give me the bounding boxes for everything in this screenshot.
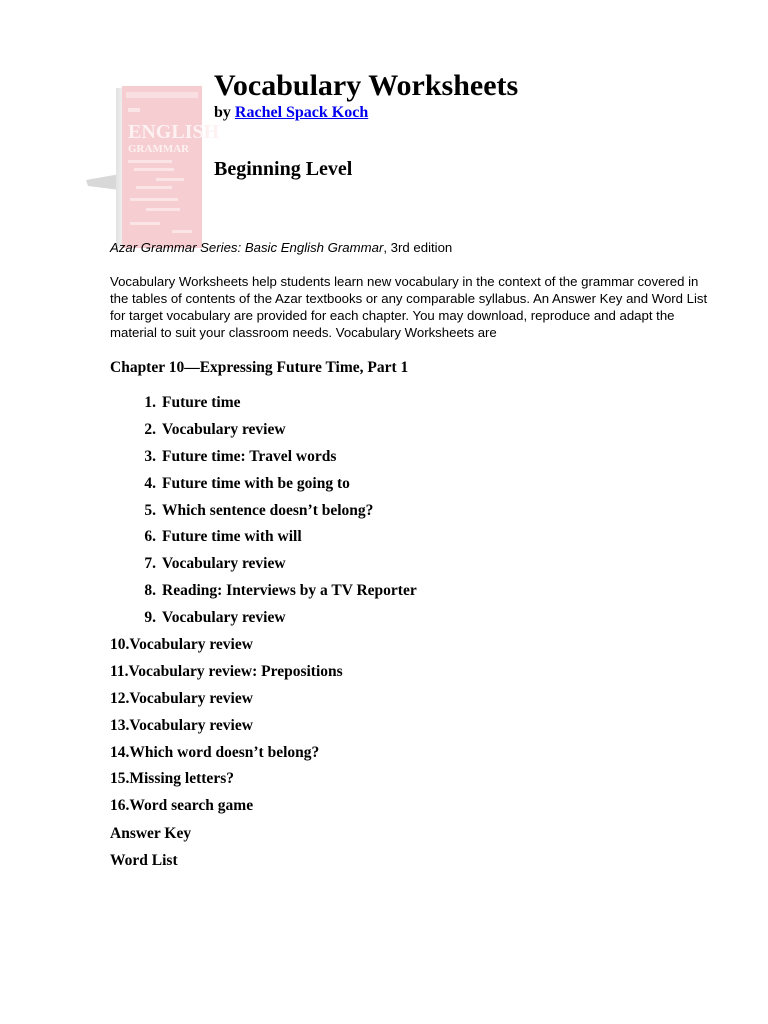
book-cover-title-line2: GRAMMAR bbox=[128, 143, 190, 155]
word-list-link[interactable]: Word List bbox=[110, 852, 178, 869]
toc-item[interactable] bbox=[110, 473, 417, 500]
answer-key-link[interactable]: Answer Key bbox=[110, 825, 192, 842]
chapter-toc bbox=[110, 392, 417, 822]
toc-item-text: Vocabulary review bbox=[162, 609, 286, 627]
toc-item[interactable] bbox=[110, 446, 417, 473]
toc-item[interactable] bbox=[110, 526, 417, 553]
toc-item-text: Vocabulary review bbox=[162, 555, 286, 573]
toc-item-number: 1. bbox=[144, 394, 156, 411]
toc-item-number: 3. bbox=[144, 447, 156, 465]
toc-item[interactable] bbox=[110, 500, 417, 527]
toc-item-text: Vocabulary review: Prepositions bbox=[128, 662, 343, 680]
toc-item[interactable] bbox=[110, 715, 417, 742]
toc-item-text: Which sentence doesn’t belong? bbox=[162, 501, 374, 519]
book-cover-image bbox=[86, 82, 220, 250]
toc-item-number: 6. bbox=[144, 528, 156, 546]
toc-item[interactable] bbox=[110, 768, 417, 795]
book-cover-title-line1: ENGLISH bbox=[128, 121, 220, 143]
toc-item[interactable] bbox=[110, 419, 417, 446]
toc-item-number: 16. bbox=[110, 797, 130, 815]
toc-item-text: Vocabulary review bbox=[129, 716, 253, 734]
toc-item-number: 4. bbox=[144, 474, 156, 492]
toc-item-number: 8. bbox=[144, 582, 156, 600]
toc-item-number: 10. bbox=[110, 636, 130, 654]
toc-item[interactable] bbox=[110, 688, 417, 715]
toc-item-number: 11. bbox=[110, 662, 129, 680]
toc-item[interactable] bbox=[110, 795, 417, 822]
toc-item-text: Missing letters? bbox=[129, 770, 234, 788]
toc-item-number: 14. bbox=[110, 743, 130, 761]
toc-item-text: Reading: Interviews by a TV Reporter bbox=[162, 582, 417, 600]
toc-item-text: Future time with be going to bbox=[162, 474, 350, 492]
series-edition: , 3rd edition bbox=[383, 240, 453, 255]
chapter-heading: Chapter 10—Expressing Future Time, Part 1 bbox=[110, 359, 409, 376]
toc-item[interactable] bbox=[110, 661, 417, 688]
author-link[interactable]: Rachel Spack Koch bbox=[234, 104, 369, 121]
series-line bbox=[110, 239, 452, 257]
level-heading: Beginning Level bbox=[214, 158, 353, 180]
toc-item-text: Which word doesn’t belong? bbox=[129, 743, 320, 761]
book-cover-graphic bbox=[86, 82, 220, 250]
toc-item[interactable] bbox=[110, 580, 417, 607]
series-name: Azar Grammar Series: Basic English Grammar bbox=[110, 240, 384, 255]
toc-item-number: 12. bbox=[110, 689, 130, 707]
toc-item-text: Word search game bbox=[129, 797, 254, 815]
toc-item-text: Future time bbox=[162, 394, 241, 411]
toc-item[interactable] bbox=[110, 553, 417, 580]
toc-item-text: Vocabulary review bbox=[129, 636, 253, 654]
toc-item[interactable] bbox=[110, 607, 417, 634]
intro-paragraph: Vocabulary Worksheets help students learn new vocabulary in the context of the grammar covered in the tables of contents of the Azar textbooks or any comparable syllabus. An Answer Key and Word List for target vocabulary are provided for each chapter. You may download, reproduce and adapt the material to suit your classroom needs. Vocabulary Worksheets are bbox=[110, 274, 708, 340]
toc-item-number: 15. bbox=[110, 770, 130, 788]
toc-item-text: Future time: Travel words bbox=[162, 447, 337, 465]
toc-item[interactable] bbox=[110, 634, 417, 661]
toc-item[interactable] bbox=[110, 392, 417, 419]
page-title: Vocabulary Worksheets bbox=[214, 69, 519, 102]
toc-item[interactable] bbox=[110, 742, 417, 769]
toc-item-text: Future time with will bbox=[162, 528, 302, 546]
toc-item-text: Vocabulary review bbox=[129, 689, 253, 707]
toc-item-text: Vocabulary review bbox=[162, 420, 286, 438]
toc-item-number: 7. bbox=[144, 555, 156, 573]
byline bbox=[214, 103, 368, 123]
toc-item-number: 5. bbox=[144, 501, 156, 519]
toc-item-number: 9. bbox=[144, 609, 156, 627]
toc-item-number: 2. bbox=[144, 420, 156, 438]
toc-item-number: 13. bbox=[110, 716, 130, 734]
by-label: by bbox=[214, 104, 231, 121]
